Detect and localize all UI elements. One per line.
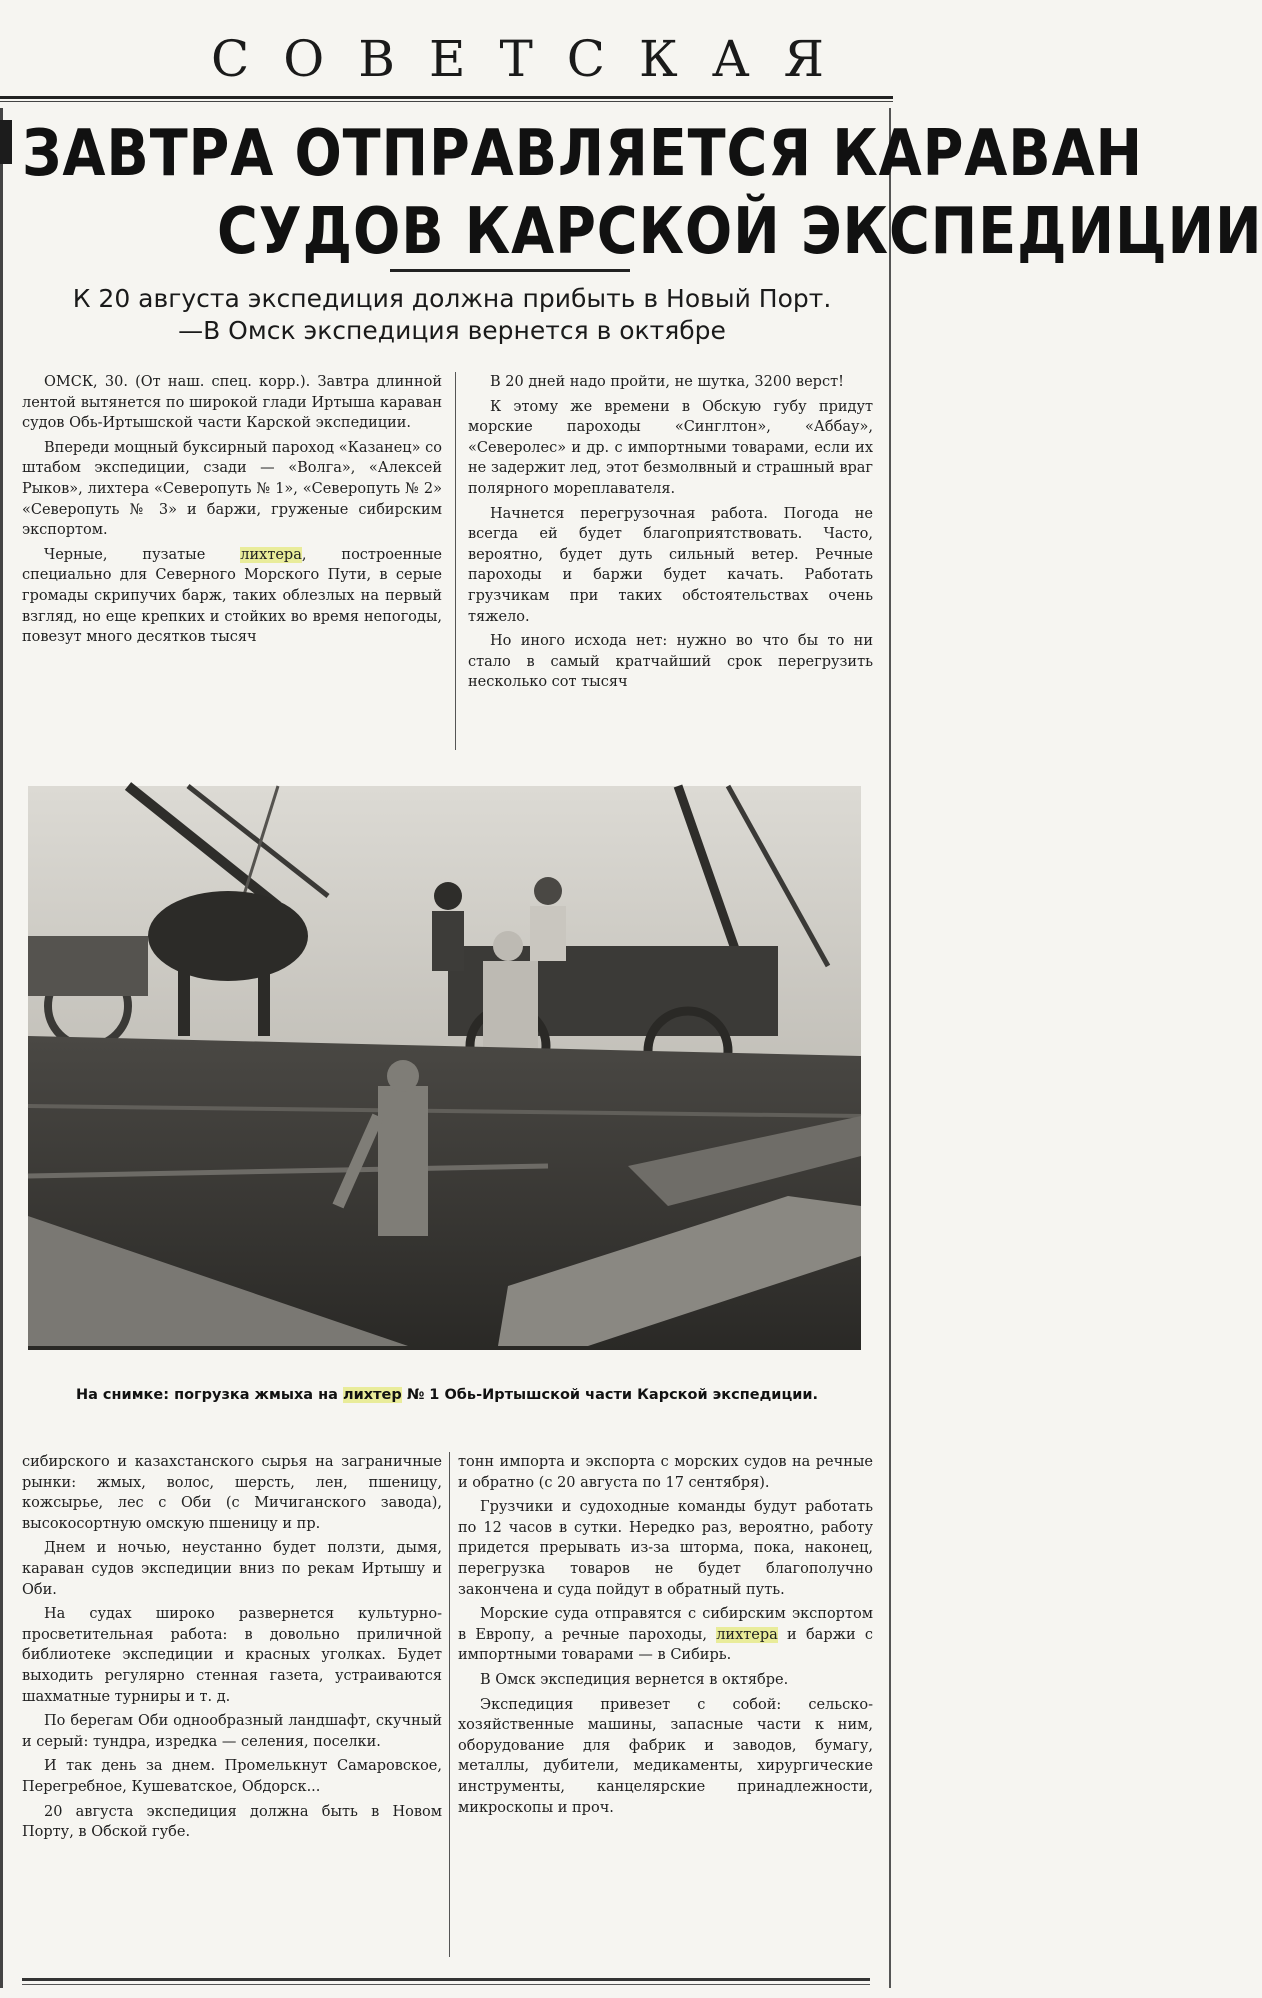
article-bottom-column-1	[22, 1452, 442, 1957]
news-photo	[28, 786, 861, 1350]
paragraph: Днем и ночью, неустанно будет ползти, дымя, караван судов экспедиции вниз по рекам Иртышу и Оби.	[22, 1540, 442, 1598]
subheadline-line-2: —В Омск экспедиция вернется в октябре	[178, 316, 726, 345]
caption-text: № 1 Обь-Иртышской части Карской экспедиции.	[401, 1387, 819, 1403]
paragraph: Экспедиция привезет с собой: сельско-хозяйственные машины, запасные части к ним, оборудование для фабрик и заводов, бумагу, металлы, дубители, медикаменты, хирургические инструменты, канцелярские принадлежности, микроскопы и проч.	[458, 1696, 873, 1816]
highlighted-word: лихтера	[240, 546, 302, 563]
masthead-rule-thin	[0, 101, 893, 102]
paragraph: На судах широко развернется культурно-просветительная работа: в довольно приличной библиотеке экспедиции и красных уголках. Будет выходить регулярно стенная газета, устраиваются шахматные турниры и т. д.	[22, 1606, 442, 1705]
right-column-rule	[889, 108, 891, 1988]
paragraph: Впереди мощный буксирный пароход «Казанец» со штабом экспедиции, сзади — «Волга», «Алексей Рыков», лихтера «Северопуть № 1», «Северопуть № 2» «Северопуть № 3» и баржи, груженые сибирским экспортом.	[22, 439, 442, 539]
bottom-rule	[22, 1978, 870, 1981]
subheadline	[22, 283, 882, 347]
article-top-column-2	[468, 372, 873, 752]
subheadline-line-1: К 20 августа экспедиция должна прибыть в Новый Порт.	[72, 284, 832, 313]
photo-caption	[22, 1385, 872, 1406]
paragraph	[458, 1604, 873, 1666]
paragraph: Но иного исхода нет: нужно во что бы то ни стало в самый кратчайший срок перегрузить несколько сот тысяч	[468, 633, 873, 691]
paragraph: По берегам Оби однообразный ландшафт, скучный и серый: тундра, изредка — селения, поселки.	[22, 1713, 442, 1750]
masthead-rule	[0, 96, 893, 99]
paragraph: 20 августа экспедиция должна быть в Новом Порту, в Обской губе.	[22, 1803, 442, 1841]
column-divider	[455, 372, 456, 750]
column-divider	[449, 1452, 450, 1957]
paragraph: В Омск экспедиция вернется в октябре.	[480, 1671, 789, 1688]
masthead	[0, 0, 893, 95]
paragraph: Начнется перегрузочная работа. Погода не всегда ей будет благоприятствовать. Часто, вероятно, будет дуть сильный ветер. Речные пароходы и баржи будет качать. Работать грузчикам при таких обстоятельствах очень тяжело.	[468, 505, 873, 625]
headline	[22, 115, 1262, 275]
paragraph-text: и баржи с импортными товарами — в Сибирь.	[458, 1626, 873, 1664]
headline-underline	[390, 269, 630, 272]
bottom-rule-thin	[22, 1984, 870, 1985]
left-edge-letter-fragment	[0, 120, 12, 164]
caption-text: На снимке: погрузка жмыха на	[75, 1387, 343, 1403]
paragraph: тонн импорта и экспорта с морских судов на речные и обратно (с 20 августа по 17 сентября).	[458, 1454, 873, 1491]
paragraph	[22, 545, 442, 648]
paragraph: К этому же времени в Обскую губу придут морские пароходы «Синглтон», «Аббау», «Северолес» и др. с импортными товарами, если их не задержит лед, этот безмолвный и страшный враг полярного мореплавателя.	[468, 398, 873, 497]
paragraph: ОМСК, 30. (От наш. спец. корр.). Завтра длинной лентой вытянется по широкой глади Иртыша караван судов Обь-Иртышской части Карской экспедиции.	[22, 374, 442, 432]
headline-line-1: ЗАВТРА ОТПРАВЛЯЕТСЯ КАРАВАН	[22, 117, 1143, 191]
highlighted-word: лихтера	[716, 1626, 778, 1643]
left-column-rule	[0, 108, 3, 1988]
paragraph-text: , построенные специально для Северного Морского Пути, в серые громады скрипучих барж, таких облезлых на первый взгляд, но еще крепких и стойких во время непогоды, повезут много десятков тысяч	[22, 546, 442, 646]
photo-illustration	[28, 786, 861, 1350]
paragraph-text: Черные, пузатые	[44, 546, 241, 563]
paragraph: сибирского и казахстанского сырья на заграничные рынки: жмых, волос, шерсть, лен, пшеницу, кожсырье, лес с Оби (с Мичиганского завода), высокосортную омскую пшеницу и пр.	[22, 1454, 442, 1532]
article-bottom-column-2	[458, 1452, 873, 1957]
highlighted-word: лихтер	[343, 1387, 402, 1403]
paragraph: И так день за днем. Промелькнут Самаровское, Перегребное, Кушеватское, Обдорск...	[22, 1758, 442, 1795]
headline-line-2: СУДОВ КАРСКОЙ ЭКСПЕДИЦИИ	[217, 195, 1262, 269]
paragraph-text: Морские суда отправятся с сибирским экспортом в Европу, а речные пароходы,	[458, 1606, 873, 1643]
article-top-column-1	[22, 372, 442, 752]
paragraph: В 20 дней надо пройти, не шутка, 3200 верст!	[490, 374, 844, 390]
newspaper-title: СОВЕТСКАЯ	[210, 30, 858, 88]
paragraph: Грузчики и судоходные команды будут работать по 12 часов в сутки. Нередко раз, вероятно, работу придется прерывать из-за шторма, пока, наконец, перегрузка товаров не будет благополучно закончена и суда пойдут в обратный путь.	[458, 1499, 873, 1598]
